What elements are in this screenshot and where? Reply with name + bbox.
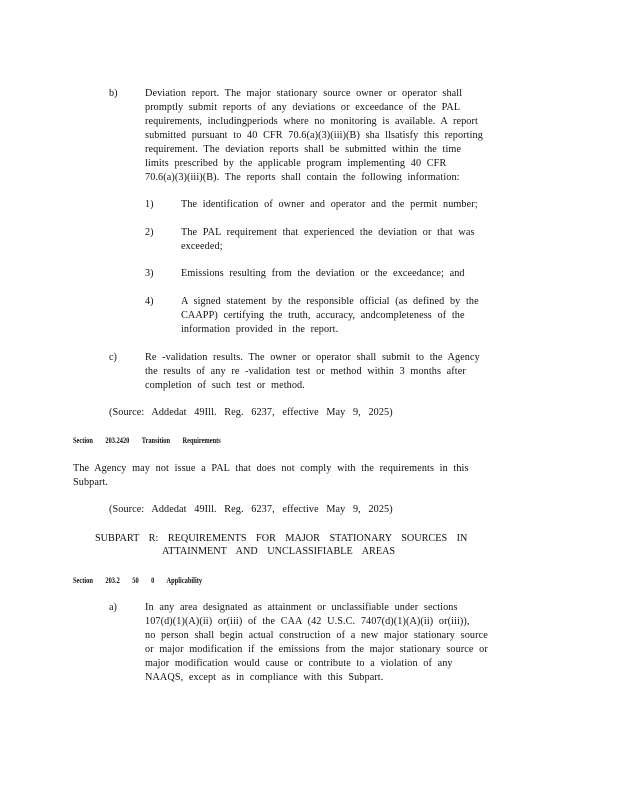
section-label: Section xyxy=(73,576,93,585)
paragraph-b-line: requirements, includingperiods where no monitoring is available. A report xyxy=(145,116,478,127)
paragraph-c-line: completion of such test or method. xyxy=(145,380,305,391)
paragraph-a-line: major modification would cause or contribute to a violation of any xyxy=(145,658,453,669)
list-item-line: A signed statement by the responsible official (as defined by the xyxy=(181,296,479,307)
transition-line: The Agency may not issue a PAL that does not comply with the requirements in this xyxy=(73,463,469,474)
paragraph-a-line: no person shall begin actual construction of a new major stationary source xyxy=(145,630,488,641)
paragraph-a-line: 107(d)(1)(A)(ii) or(iii) of the CAA (42 U.S.C. 7407(d)(1)(A)(ii) or(iii)), xyxy=(145,616,470,627)
paragraph-a-line: NAAQS, except as in compliance with this Subpart. xyxy=(145,672,384,683)
list-item-line: Emissions resulting from the deviation or the exceedance; and xyxy=(181,268,465,279)
section-title: Applicability xyxy=(166,576,203,585)
list-item-line: CAAPP) certifying the truth, accuracy, andcompleteness of the xyxy=(181,310,465,321)
paragraph-b-line: submitted pursuant to 40 CFR 70.6(a)(3)(iii)(B) sha llsatisfy this reporting xyxy=(145,130,483,141)
source-note: (Source: Addedat 49Ill. Reg. 6237, effective May 9, 2025) xyxy=(109,504,393,515)
transition-line: Subpart. xyxy=(73,477,109,488)
paragraph-b-line: 70.6(a)(3)(iii)(B). The reports shall contain the following information: xyxy=(145,172,460,183)
list-item-line: information provided in the report. xyxy=(181,324,339,335)
section-heading xyxy=(73,576,202,585)
section-label: Section xyxy=(73,436,93,445)
paragraph-a-line: In any area designated as attainment or unclassifiable under sections xyxy=(145,602,458,613)
paragraph-b-line: limits prescribed by the applicable program implementing 40 CFR xyxy=(145,158,447,169)
paragraph-b-line: requirement. The deviation reports shall be submitted within the time xyxy=(145,144,462,155)
paragraph-b-line: promptly submit reports of any deviations or exceedance of the PAL xyxy=(145,102,461,113)
list-item-line: The identification of owner and operator and the permit number; xyxy=(181,199,478,210)
section-heading xyxy=(73,436,221,445)
paragraph-a-line: or major modification if the emissions from the major stationary source or xyxy=(145,644,488,655)
list-item-number: 1) xyxy=(145,199,154,210)
list-item-line: exceeded; xyxy=(181,241,223,252)
subpart-heading-line2: ATTAINMENT AND UNCLASSIFIABLE AREAS xyxy=(162,546,396,557)
paragraph-b-line: Deviation report. The major stationary source owner or operator shall xyxy=(145,88,463,99)
list-item-number: 2) xyxy=(145,227,154,238)
list-item-number: 4) xyxy=(145,296,154,307)
paragraph-b-marker: b) xyxy=(109,88,118,99)
section-number: 203.2 50 0 xyxy=(105,576,155,585)
paragraph-c-marker: c) xyxy=(109,352,117,363)
subpart-heading-line1: SUBPART R: REQUIREMENTS FOR MAJOR STATIONARY SOURCES IN xyxy=(95,533,468,544)
list-item-number: 3) xyxy=(145,268,154,279)
paragraph-c-line: Re -validation results. The owner or operator shall submit to the Agency xyxy=(145,352,480,363)
paragraph-a-marker: a) xyxy=(109,602,117,613)
list-item-line: The PAL requirement that experienced the deviation or that was xyxy=(181,227,475,238)
source-note: (Source: Addedat 49Ill. Reg. 6237, effective May 9, 2025) xyxy=(109,407,393,418)
paragraph-c-line: the results of any re -validation test or method within 3 months after xyxy=(145,366,466,377)
section-title: Transition Requirements xyxy=(141,436,221,445)
section-number: 203.2420 xyxy=(105,436,130,445)
